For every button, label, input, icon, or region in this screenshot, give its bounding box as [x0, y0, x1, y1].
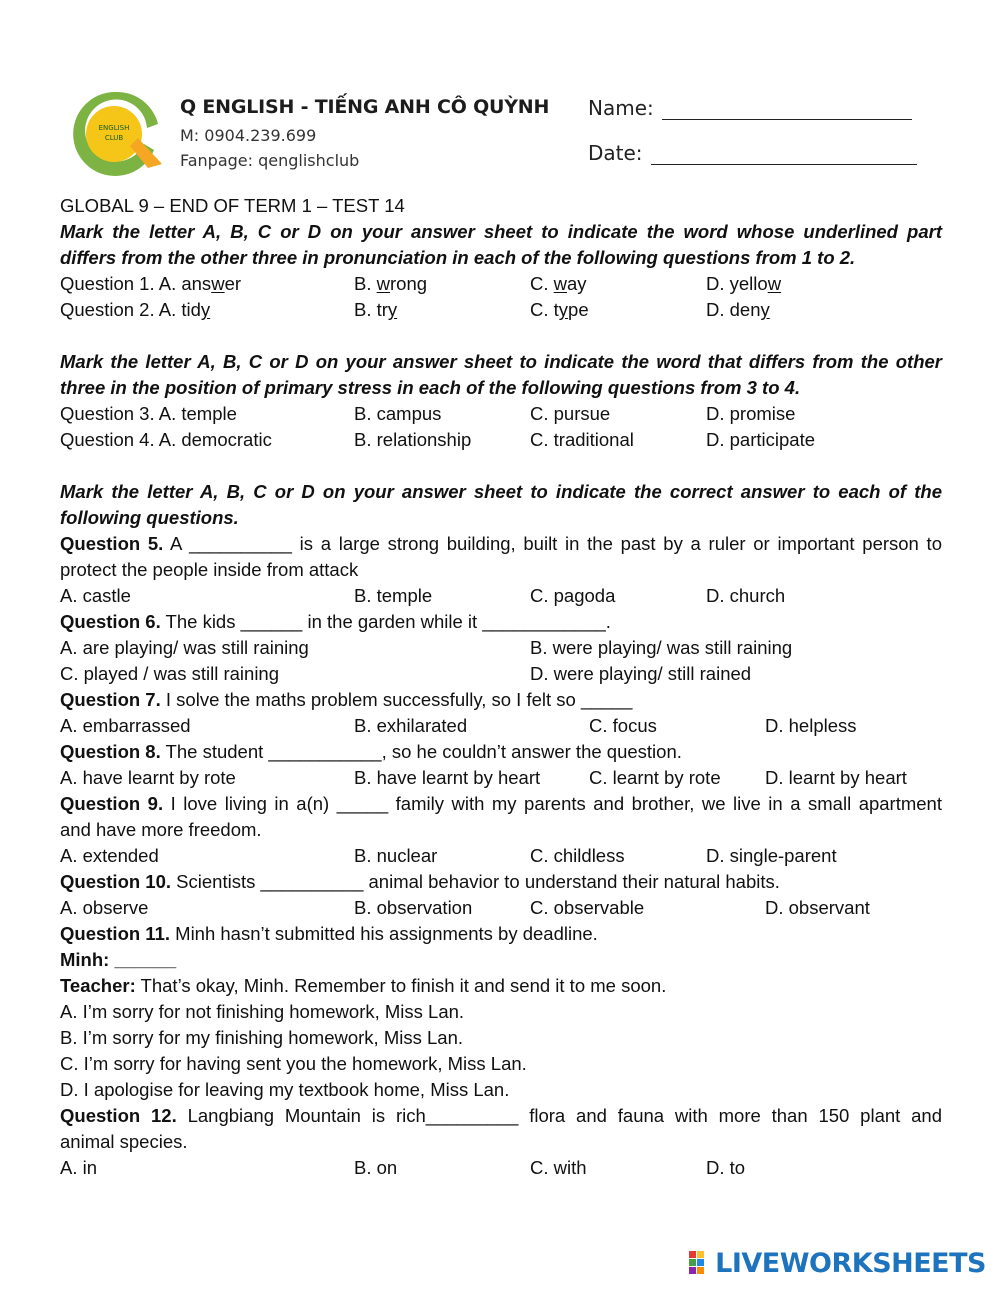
option-b[interactable] — [354, 271, 427, 297]
question-label: Question 9. — [60, 793, 164, 814]
brand-fanpage: Fanpage: qenglishclub — [180, 151, 360, 170]
spacer — [60, 323, 942, 349]
question-5-stem — [60, 531, 942, 557]
question-label: Question 6. — [60, 611, 161, 632]
option-a: A. ans — [158, 273, 212, 294]
question-text: The kids ______ in the garden while it ____________. — [160, 611, 611, 632]
option-b[interactable] — [354, 297, 397, 323]
option-c-rest: ay — [567, 273, 587, 294]
underlined-part: y — [760, 299, 770, 320]
option-a[interactable]: A. are playing/ was still raining — [60, 637, 309, 658]
question-4 — [60, 427, 942, 453]
option-a[interactable]: A. observe — [60, 897, 149, 918]
option-d[interactable]: D. observant — [765, 897, 870, 918]
question-7-stem — [60, 687, 942, 713]
option-c-prefix: C. — [530, 273, 554, 294]
brand-block — [180, 96, 549, 170]
question-label: Question 11. — [60, 923, 171, 944]
worksheet-body — [60, 193, 942, 1181]
option-b[interactable]: B. nuclear — [354, 845, 438, 866]
question-8-stem — [60, 739, 942, 765]
question-text: Minh hasn’t submitted his assignments by deadline. — [170, 923, 598, 944]
answer-blank[interactable]: ______ — [109, 949, 177, 970]
question-label: Question 5. — [60, 533, 164, 554]
option-d[interactable]: D. helpless — [765, 715, 857, 736]
option-b[interactable]: B. campus — [354, 403, 442, 424]
option-c[interactable] — [530, 271, 587, 297]
option-d[interactable]: D. learnt by heart — [765, 767, 907, 788]
option-b[interactable]: B. observation — [354, 897, 473, 918]
option-b-rest: rong — [390, 273, 428, 294]
date-label: Date: — [588, 141, 643, 165]
option-a[interactable]: A. embarrassed — [60, 715, 191, 736]
option-d[interactable]: D. were playing/ still rained — [530, 663, 752, 684]
question-9-stem — [60, 791, 942, 817]
svg-text:ENGLISH: ENGLISH — [98, 124, 130, 132]
option-b[interactable]: B. relationship — [354, 429, 472, 450]
instruction-2a: Mark the letter A, B, C or D on your answer sheet to indicate the word that differs from the other — [60, 351, 942, 372]
question-text: I solve the maths problem successfully, so I felt so _____ — [160, 689, 633, 710]
option-d[interactable]: D. to — [706, 1157, 746, 1178]
question-9-options — [60, 843, 942, 869]
worksheet-header — [68, 88, 948, 188]
option-c[interactable]: C. observable — [530, 897, 645, 918]
name-label: Name: — [588, 96, 654, 120]
option-a[interactable]: A. extended — [60, 845, 159, 866]
option-d[interactable]: D. church — [706, 585, 786, 606]
underlined-part: w — [211, 273, 225, 294]
liveworksheets-footer — [689, 1246, 986, 1280]
question-6-options-1 — [60, 635, 942, 661]
underlined-part: w — [553, 273, 568, 294]
question-5-stem-cont: protect the people inside from attack — [60, 559, 359, 580]
question-text: I love living in a(n) _____ family with my parents and brother, we live in a small apartment — [163, 793, 942, 814]
name-field[interactable] — [662, 99, 912, 120]
question-8-options — [60, 765, 942, 791]
option-a[interactable]: A. in — [60, 1157, 98, 1178]
option-c[interactable]: C. I’m sorry for having sent you the homework, Miss Lan. — [60, 1053, 527, 1074]
svg-text:CLUB: CLUB — [104, 134, 124, 142]
option-c[interactable]: C. with — [530, 1157, 587, 1178]
option-b-prefix: B. tr — [354, 299, 388, 320]
option-d[interactable]: D. promise — [706, 403, 796, 424]
question-5-options — [60, 583, 942, 609]
underlined-part: y — [200, 299, 211, 320]
option-b[interactable]: B. on — [354, 1157, 398, 1178]
question-label: Question 8. — [60, 741, 161, 762]
question-6-stem — [60, 609, 942, 635]
option-c-rest: pe — [568, 299, 589, 320]
question-2 — [60, 297, 942, 323]
question-11-minh — [60, 947, 942, 973]
question-3 — [60, 401, 942, 427]
option-c[interactable]: C. played / was still raining — [60, 663, 280, 684]
option-a[interactable]: A. have learnt by rote — [60, 767, 236, 788]
option-c[interactable]: C. pagoda — [530, 585, 616, 606]
instruction-1b: differs from the other three in pronunciation in each of the following questions from 1 to 2. — [60, 247, 856, 268]
liveworksheets-logo-icon — [689, 1251, 713, 1275]
question-12-stem-cont: animal species. — [60, 1131, 188, 1152]
question-label: Question 1. — [60, 273, 159, 294]
instruction-2b: three in the position of primary stress in each of the following questions from 3 to 4. — [60, 377, 801, 398]
date-field[interactable] — [651, 144, 917, 165]
option-b[interactable]: B. I’m sorry for my finishing homework, Miss Lan. — [60, 1027, 463, 1048]
brand-name: Q ENGLISH - TIẾNG ANH CÔ QUỲNH — [180, 96, 550, 118]
question-11-stem — [60, 921, 942, 947]
question-10-stem — [60, 869, 942, 895]
question-6-options-2 — [60, 661, 942, 687]
underlined-part: w — [767, 273, 782, 294]
option-b[interactable]: B. have learnt by heart — [354, 767, 541, 788]
option-d[interactable]: D. I apologise for leaving my textbook home, Miss Lan. — [60, 1079, 510, 1100]
option-c[interactable]: C. pursue — [530, 403, 611, 424]
question-12-stem — [60, 1103, 942, 1129]
option-a[interactable]: A. tid — [158, 299, 201, 320]
option-a[interactable]: A. castle — [60, 585, 131, 606]
underlined-part: w — [376, 273, 390, 294]
option-c-prefix: C. t — [530, 299, 559, 320]
option-b[interactable]: B. exhilarated — [354, 715, 468, 736]
speaker-minh: Minh: — [60, 949, 110, 970]
spacer — [60, 453, 942, 479]
question-text: The student ___________, so he couldn’t answer the question. — [160, 741, 682, 762]
question-text: Langbiang Mountain is rich_________ flora and fauna with more than 150 plant and — [176, 1105, 942, 1126]
question-12-options — [60, 1155, 942, 1181]
option-d[interactable] — [706, 297, 770, 323]
question-text: Scientists __________ animal behavior to understand their natural habits. — [171, 871, 780, 892]
question-label: Question 10. — [60, 871, 172, 892]
liveworksheets-brand[interactable]: LIVEWORKSHEETS — [715, 1247, 986, 1279]
underlined-part: y — [558, 299, 569, 320]
question-10-options — [60, 895, 942, 921]
question-label: Question 2. — [60, 299, 159, 320]
option-b[interactable]: B. were playing/ was still raining — [530, 637, 793, 658]
option-a[interactable]: A. I’m sorry for not finishing homework, Miss Lan. — [60, 1001, 465, 1022]
question-label: Question 3. — [60, 403, 159, 424]
question-1 — [60, 271, 942, 297]
instruction-3a: Mark the letter A, B, C or D on your answer sheet to indicate the correct answer to each of the — [60, 481, 942, 502]
student-fields — [588, 90, 917, 165]
option-d[interactable]: D. participate — [706, 429, 815, 450]
question-label: Question 4. — [60, 429, 159, 450]
option-a[interactable]: A. democratic — [158, 429, 272, 450]
brand-phone: M: 0904.239.699 — [180, 126, 317, 145]
option-c[interactable]: C. childless — [530, 845, 625, 866]
instruction-1a: Mark the letter A, B, C or D on your answer sheet to indicate the word whose underlined part — [60, 221, 942, 242]
instruction-3b: following questions. — [60, 507, 239, 528]
option-c[interactable]: C. focus — [589, 715, 657, 736]
question-9-stem-cont: and have more freedom. — [60, 819, 262, 840]
option-d-prefix: D. den — [706, 299, 761, 320]
option-b-prefix: B. — [354, 273, 377, 294]
option-c[interactable]: C. learnt by rote — [589, 767, 721, 788]
option-d-prefix: D. yello — [706, 273, 768, 294]
option-d[interactable] — [706, 271, 781, 297]
question-text: A __________ is a large strong building, built in the past by a ruler or important person to — [163, 533, 942, 554]
question-label: Question 12. — [60, 1105, 177, 1126]
option-c[interactable]: C. traditional — [530, 429, 634, 450]
question-7-options — [60, 713, 942, 739]
option-a-rest: er — [224, 273, 242, 294]
underlined-part: y — [387, 299, 398, 320]
option-d[interactable]: D. single-parent — [706, 845, 837, 866]
question-label: Question 7. — [60, 689, 161, 710]
option-a[interactable]: A. temple — [158, 403, 237, 424]
q-english-club-logo — [68, 88, 164, 180]
test-title: GLOBAL 9 – END OF TERM 1 – TEST 14 — [60, 195, 405, 216]
question-11-teacher — [60, 973, 942, 999]
option-c[interactable] — [530, 297, 589, 323]
option-b[interactable]: B. temple — [354, 585, 433, 606]
speaker-teacher: Teacher: — [60, 975, 136, 996]
teacher-line: That’s okay, Minh. Remember to finish it and send it to me soon. — [135, 975, 667, 996]
